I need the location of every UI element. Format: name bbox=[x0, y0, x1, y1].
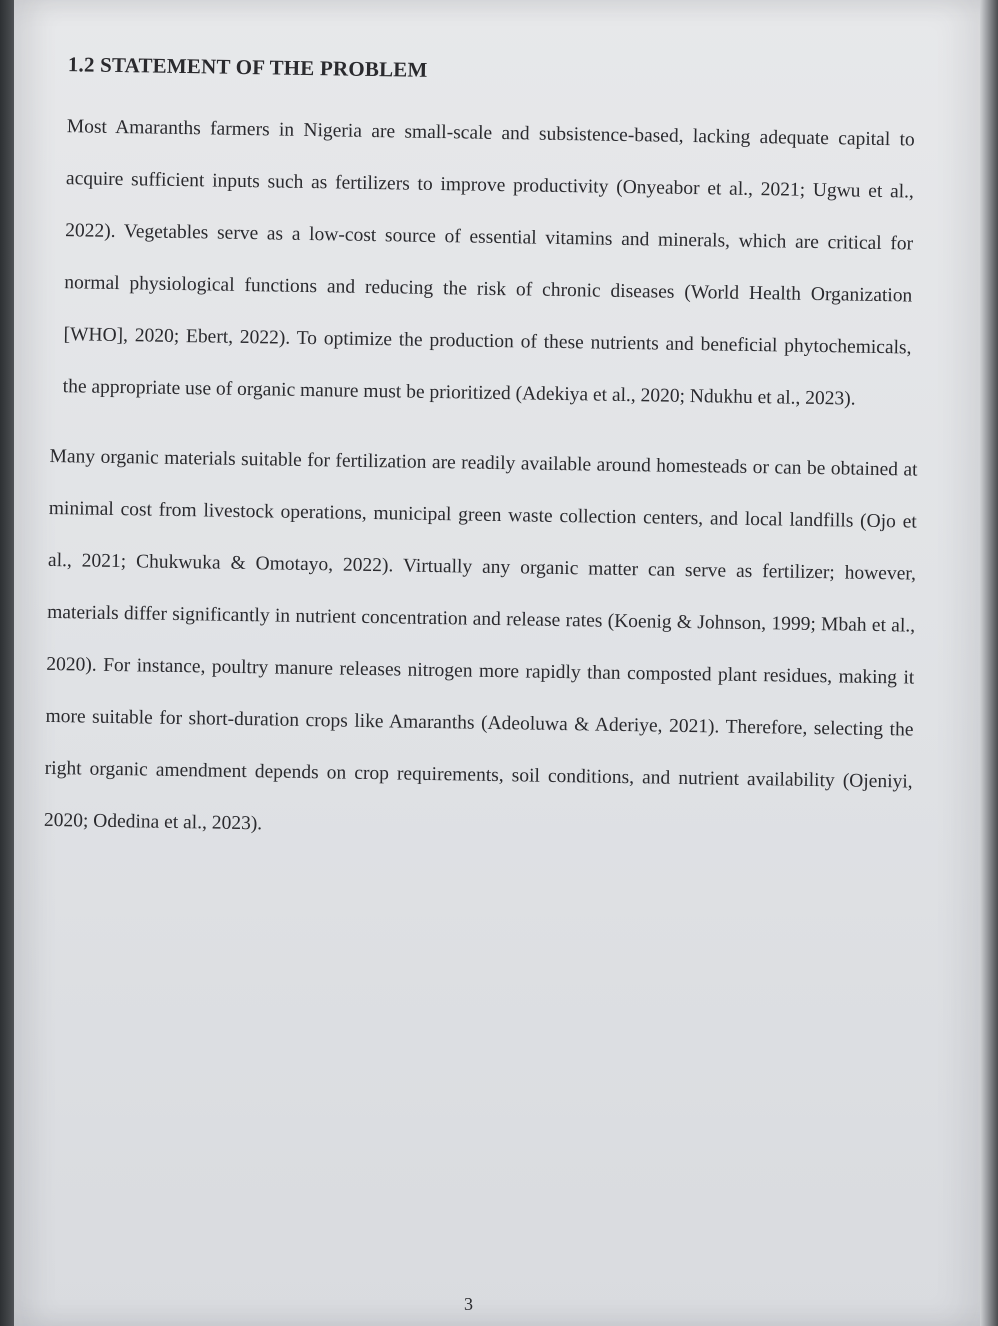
document-page bbox=[14, 0, 982, 1326]
page-content bbox=[44, 52, 924, 861]
section-heading: 1.2 STATEMENT OF THE PROBLEM bbox=[67, 52, 428, 82]
page-edge-shadow bbox=[980, 0, 998, 1326]
page-number: 3 bbox=[464, 1294, 473, 1314]
paragraph-1: Most Amaranths farmers in Nigeria are small-scale and subsistence-based, lacking adequate capital to acquire sufficient inputs such as fertilizers to improve productivity (Onyeabor et al., 2021; Ugwu et al., 2022). Vegetables serve as a low-cost source of essential vitamins and minerals, which are critical for normal physiological functions and reducing the risk of chronic diseases (World Health Organization [WHO], 2020; Ebert, 2022). To optimize the production of these nutrients and beneficial phytochemicals, the appropriate use of organic manure must be prioritized (Adekiya et al., 2020; Ndukhu et al., 2023). bbox=[62, 116, 915, 410]
paragraph-2: Many organic materials suitable for fertilization are readily available around homesteads or can be obtained at minimal cost from livestock operations, municipal green waste collection centers, and local landfills (Ojo et al., 2021; Chukwuka & Omotayo, 2022). Virtually any organic matter can serve as fertilizer; however, materials differ significantly in nutrient concentration and release rates (Koenig & Johnson, 1999; Mbah et al., 2020). For instance, poultry manure releases nitrogen more rapidly than composted plant residues, making it more suitable for short-duration crops like Amaranths (Adeoluwa & Aderiye, 2021). Therefore, selecting the right organic amendment depends on crop requirements, soil conditions, and nutrient availability (Ojeniyi, 2020; Odedina et al., 2023). bbox=[43, 445, 918, 835]
